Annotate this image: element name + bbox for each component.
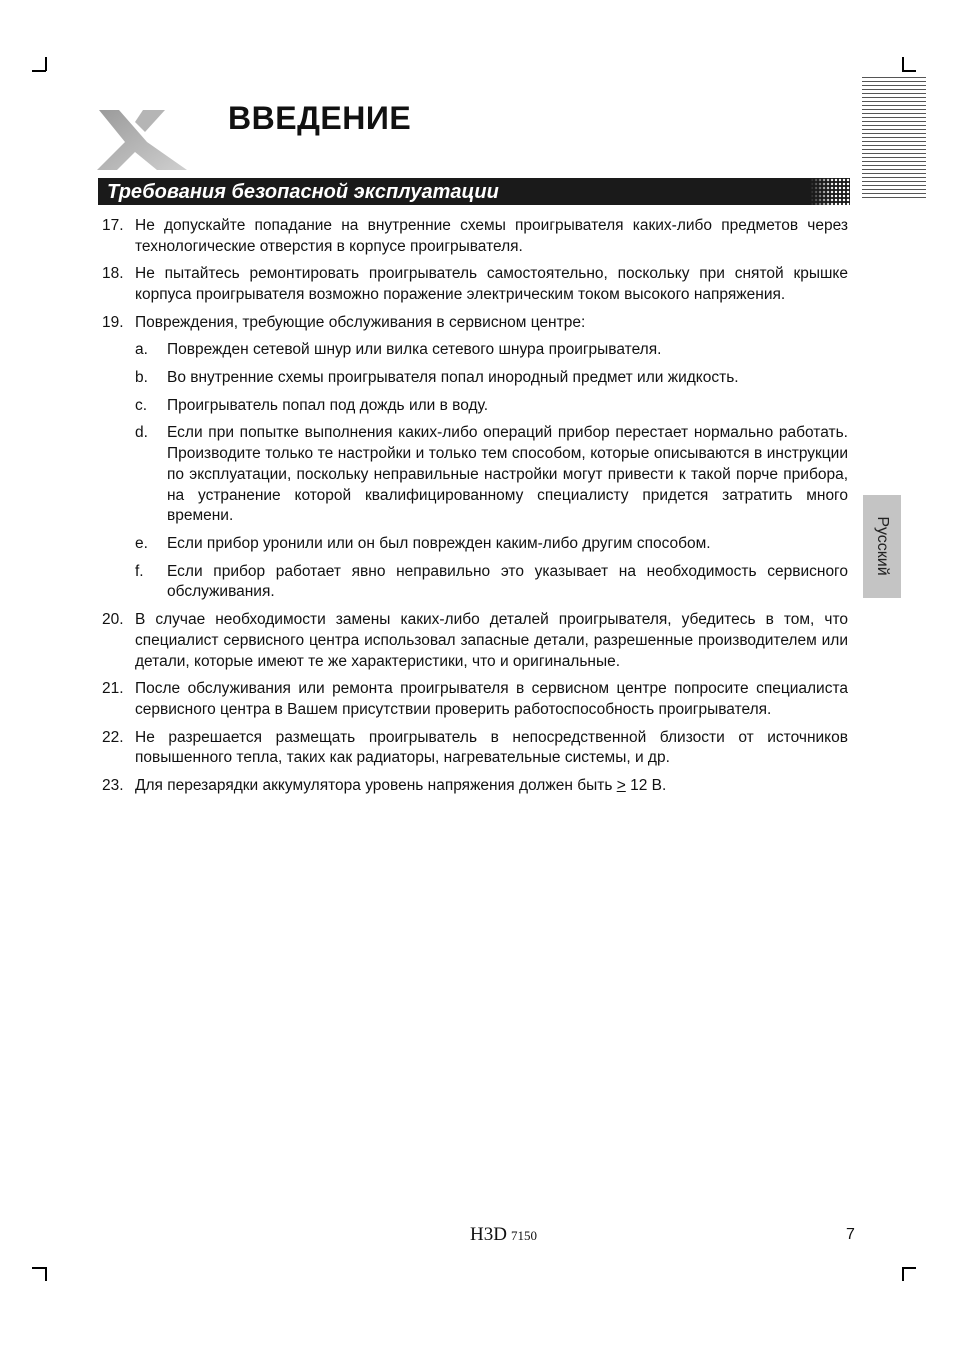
safety-list — [98, 216, 848, 803]
crop-mark-top-right — [902, 70, 916, 72]
language-tab-label: Русский — [874, 516, 891, 576]
crop-mark-bottom-left — [45, 1267, 47, 1281]
item-number: 21. — [102, 680, 124, 698]
item-number: 20. — [102, 610, 124, 628]
list-item — [98, 216, 848, 258]
sub-list-item — [98, 396, 848, 417]
sub-list-item — [98, 368, 848, 389]
sub-item-letter: d. — [135, 424, 148, 442]
dot-pattern-decoration — [810, 178, 850, 205]
page-number: 7 — [846, 1226, 855, 1243]
item-text: Повреждения, требующие обслуживания в сервисном центре: — [135, 313, 586, 331]
sub-item-letter: a. — [135, 341, 148, 359]
sub-item-text: Во внутренние схемы проигрывателя попал инородный предмет или жидкость. — [167, 368, 739, 386]
model-logo: H3D — [470, 1224, 507, 1245]
page-title: ВВЕДЕНИЕ — [228, 100, 412, 136]
sub-list-item — [98, 562, 848, 604]
sub-item-letter: b. — [135, 368, 148, 386]
sub-list-item — [98, 534, 848, 555]
crop-mark-bottom-left — [32, 1267, 46, 1269]
sub-item-text: Если прибор работает явно неправильно это указывает на необходимость сервисного обслуживания. — [167, 562, 848, 601]
list-item — [98, 728, 848, 770]
sub-item-letter: c. — [135, 396, 148, 414]
item-number: 22. — [102, 728, 124, 746]
sub-item-text: Проигрыватель попал под дождь или в воду. — [167, 396, 489, 414]
list-item — [98, 313, 848, 334]
item-number: 17. — [102, 217, 124, 234]
model-number: 7150 — [510, 1228, 537, 1243]
crop-mark-bottom-right — [902, 1267, 916, 1269]
item-number: 23. — [102, 776, 124, 794]
x-brand-logo-icon — [95, 108, 191, 174]
sub-item-letter: e. — [135, 534, 148, 552]
item-text: После обслуживания или ремонта проигрывателя в сервисном центре попросите специалиста сервисного центра в Вашем присутствии проверить работоспособность проигрывателя. — [135, 680, 848, 718]
item-text: В случае необходимости замены каких-либо деталей проигрывателя, убедитесь в том, что специалист сервисного центра использовал запасные детали, разрешенные производителем или детали, которые имеют те же характеристики, что и оригинальные. — [135, 610, 848, 670]
item-text — [135, 776, 848, 797]
item-number: 19. — [102, 313, 124, 331]
crop-mark-bottom-right — [902, 1267, 904, 1281]
list-item — [98, 776, 848, 797]
crop-mark-top-right — [902, 57, 904, 71]
list-item — [98, 264, 848, 306]
section-header-bar — [98, 178, 850, 205]
crop-mark-top-left — [45, 57, 47, 71]
decorative-stripes — [862, 74, 926, 200]
list-item — [98, 679, 848, 721]
sub-item-text: Если прибор уронили или он был поврежден каким-либо другим способом. — [167, 534, 711, 552]
sub-item-text: Поврежден сетевой шнур или вилка сетевого шнура проигрывателя. — [167, 341, 662, 359]
item-text: Не допускайте попадание на внутренние схемы проигрывателя каких-либо предметов через технологические отверстия в корпусе проигрывателя. — [135, 217, 848, 255]
greater-or-equal-symbol: > — [616, 776, 626, 794]
sub-item-letter: f. — [135, 562, 144, 580]
sub-item-text: Если при попытке выполнения каких-либо операций прибор перестает нормально работать. Производите только те настройки и только тем способом, которые описываются в инструкции по эксплуатации, поскольку неправильные настройки могут привести к такой порче прибора, на устранение которой квалифицированному специалисту придется затратить много времени. — [167, 424, 848, 525]
item-text-end: 12 В. — [625, 776, 667, 794]
footer-model-name — [470, 1224, 537, 1246]
item-text-start: Для перезарядки аккумулятора уровень напряжения должен быть — [135, 776, 617, 794]
section-title: Требования безопасной эксплуатации — [107, 181, 499, 203]
language-tab — [863, 495, 901, 598]
item-number: 18. — [102, 265, 124, 283]
list-item — [98, 610, 848, 672]
crop-mark-top-left — [32, 70, 46, 72]
item-text: Не разрешается размещать проигрыватель в непосредственной близости от источников повышенного тепла, таких как радиаторы, нагревательные системы, и др. — [135, 728, 848, 767]
sub-list-item — [98, 423, 848, 527]
item-text: Не пытайтесь ремонтировать проигрыватель самостоятельно, поскольку при снятой крышке корпуса проигрывателя возможно поражение электрическим током высокого напряжения. — [135, 265, 848, 304]
sub-list-item — [98, 340, 848, 361]
